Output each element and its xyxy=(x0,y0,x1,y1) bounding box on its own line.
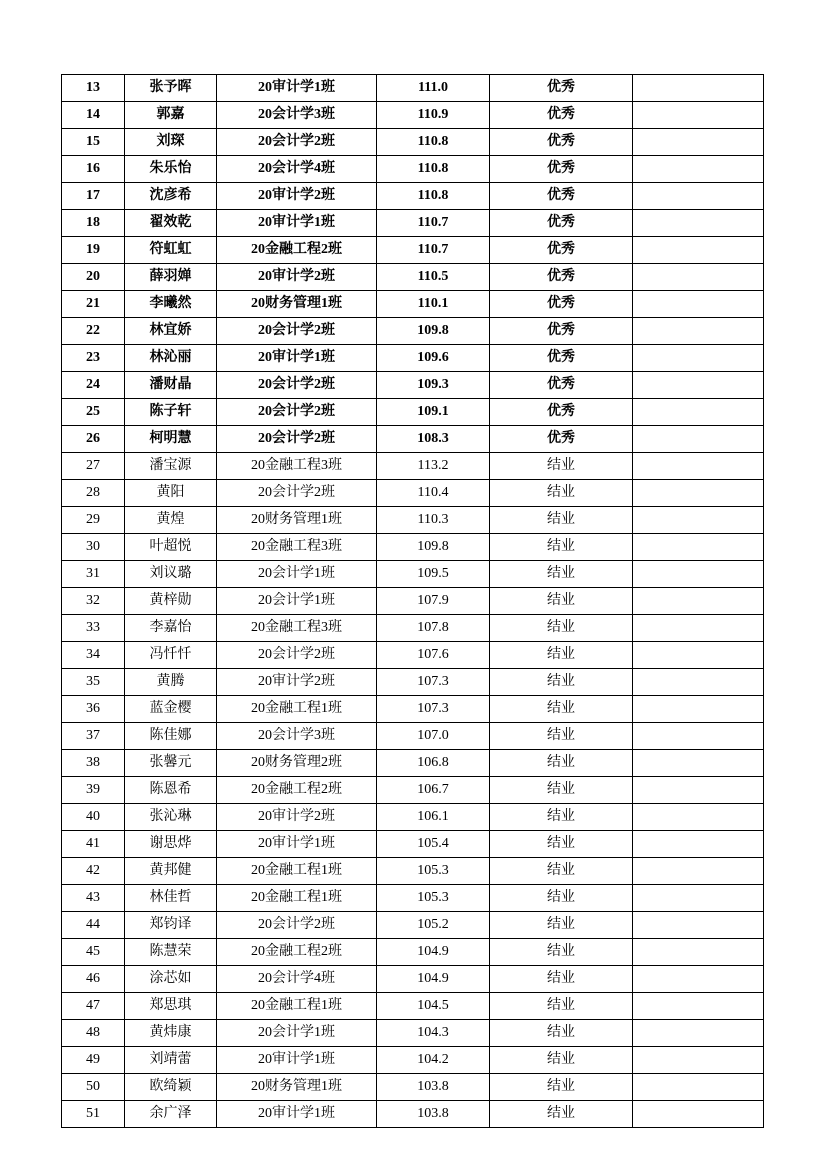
class-name-cell: 20财务管理2班 xyxy=(217,750,377,777)
table-row xyxy=(62,399,764,426)
class-name-cell: 20会计学4班 xyxy=(217,156,377,183)
score-cell: 106.1 xyxy=(377,804,490,831)
score-cell: 107.3 xyxy=(377,669,490,696)
table-row xyxy=(62,831,764,858)
class-name-cell: 20金融工程1班 xyxy=(217,885,377,912)
results-table xyxy=(61,74,764,1128)
row-number-cell: 20 xyxy=(62,264,125,291)
class-name-cell: 20会计学3班 xyxy=(217,723,377,750)
student-name-cell: 刘议璐 xyxy=(125,561,217,588)
student-name-cell: 林佳哲 xyxy=(125,885,217,912)
row-number-cell: 18 xyxy=(62,210,125,237)
score-cell: 109.8 xyxy=(377,318,490,345)
note-cell xyxy=(633,399,764,426)
table-row xyxy=(62,480,764,507)
result-cell: 结业 xyxy=(490,966,633,993)
class-name-cell: 20金融工程2班 xyxy=(217,939,377,966)
class-name-cell: 20金融工程2班 xyxy=(217,777,377,804)
student-name-cell: 谢思烨 xyxy=(125,831,217,858)
class-name-cell: 20会计学2班 xyxy=(217,912,377,939)
class-name-cell: 20审计学1班 xyxy=(217,831,377,858)
score-cell: 107.9 xyxy=(377,588,490,615)
table-row xyxy=(62,237,764,264)
class-name-cell: 20财务管理1班 xyxy=(217,291,377,318)
score-cell: 109.8 xyxy=(377,534,490,561)
student-name-cell: 刘琛 xyxy=(125,129,217,156)
note-cell xyxy=(633,291,764,318)
row-number-cell: 38 xyxy=(62,750,125,777)
result-cell: 结业 xyxy=(490,696,633,723)
table-row xyxy=(62,453,764,480)
result-cell: 优秀 xyxy=(490,399,633,426)
student-name-cell: 柯明慧 xyxy=(125,426,217,453)
class-name-cell: 20会计学2班 xyxy=(217,372,377,399)
row-number-cell: 16 xyxy=(62,156,125,183)
student-name-cell: 陈佳娜 xyxy=(125,723,217,750)
class-name-cell: 20审计学1班 xyxy=(217,345,377,372)
note-cell xyxy=(633,777,764,804)
table-row xyxy=(62,183,764,210)
score-cell: 109.5 xyxy=(377,561,490,588)
results-table-body xyxy=(62,75,764,1128)
table-row xyxy=(62,426,764,453)
note-cell xyxy=(633,858,764,885)
student-name-cell: 黄阳 xyxy=(125,480,217,507)
result-cell: 结业 xyxy=(490,750,633,777)
score-cell: 105.4 xyxy=(377,831,490,858)
class-name-cell: 20审计学1班 xyxy=(217,1101,377,1128)
class-name-cell: 20审计学2班 xyxy=(217,804,377,831)
score-cell: 103.8 xyxy=(377,1074,490,1101)
score-cell: 104.9 xyxy=(377,966,490,993)
student-name-cell: 陈慧荣 xyxy=(125,939,217,966)
row-number-cell: 28 xyxy=(62,480,125,507)
student-name-cell: 张予晖 xyxy=(125,75,217,102)
student-name-cell: 郑钧译 xyxy=(125,912,217,939)
table-row xyxy=(62,777,764,804)
result-cell: 结业 xyxy=(490,561,633,588)
score-cell: 113.2 xyxy=(377,453,490,480)
class-name-cell: 20审计学1班 xyxy=(217,75,377,102)
score-cell: 110.7 xyxy=(377,210,490,237)
note-cell xyxy=(633,453,764,480)
student-name-cell: 林沁丽 xyxy=(125,345,217,372)
result-cell: 优秀 xyxy=(490,129,633,156)
row-number-cell: 33 xyxy=(62,615,125,642)
table-row xyxy=(62,912,764,939)
table-row xyxy=(62,939,764,966)
note-cell xyxy=(633,696,764,723)
row-number-cell: 26 xyxy=(62,426,125,453)
row-number-cell: 29 xyxy=(62,507,125,534)
score-cell: 104.5 xyxy=(377,993,490,1020)
table-row xyxy=(62,1101,764,1128)
class-name-cell: 20会计学1班 xyxy=(217,588,377,615)
result-cell: 优秀 xyxy=(490,426,633,453)
row-number-cell: 51 xyxy=(62,1101,125,1128)
score-cell: 105.3 xyxy=(377,885,490,912)
note-cell xyxy=(633,669,764,696)
student-name-cell: 涂芯如 xyxy=(125,966,217,993)
row-number-cell: 25 xyxy=(62,399,125,426)
result-cell: 结业 xyxy=(490,615,633,642)
score-cell: 105.3 xyxy=(377,858,490,885)
table-row xyxy=(62,291,764,318)
note-cell xyxy=(633,480,764,507)
row-number-cell: 34 xyxy=(62,642,125,669)
result-cell: 结业 xyxy=(490,885,633,912)
score-cell: 110.4 xyxy=(377,480,490,507)
table-row xyxy=(62,75,764,102)
student-name-cell: 张馨元 xyxy=(125,750,217,777)
result-cell: 结业 xyxy=(490,480,633,507)
row-number-cell: 43 xyxy=(62,885,125,912)
row-number-cell: 19 xyxy=(62,237,125,264)
table-row xyxy=(62,1020,764,1047)
note-cell xyxy=(633,642,764,669)
result-cell: 结业 xyxy=(490,1074,633,1101)
score-cell: 111.0 xyxy=(377,75,490,102)
table-row xyxy=(62,858,764,885)
table-row xyxy=(62,1074,764,1101)
note-cell xyxy=(633,129,764,156)
class-name-cell: 20会计学2班 xyxy=(217,642,377,669)
row-number-cell: 35 xyxy=(62,669,125,696)
score-cell: 107.8 xyxy=(377,615,490,642)
student-name-cell: 冯忏忏 xyxy=(125,642,217,669)
score-cell: 110.1 xyxy=(377,291,490,318)
row-number-cell: 17 xyxy=(62,183,125,210)
score-cell: 104.3 xyxy=(377,1020,490,1047)
table-row xyxy=(62,750,764,777)
row-number-cell: 41 xyxy=(62,831,125,858)
result-cell: 优秀 xyxy=(490,183,633,210)
result-cell: 结业 xyxy=(490,912,633,939)
class-name-cell: 20审计学2班 xyxy=(217,669,377,696)
row-number-cell: 50 xyxy=(62,1074,125,1101)
table-row xyxy=(62,642,764,669)
class-name-cell: 20审计学1班 xyxy=(217,210,377,237)
note-cell xyxy=(633,1074,764,1101)
note-cell xyxy=(633,615,764,642)
note-cell xyxy=(633,831,764,858)
score-cell: 110.7 xyxy=(377,237,490,264)
row-number-cell: 27 xyxy=(62,453,125,480)
score-cell: 104.9 xyxy=(377,939,490,966)
result-cell: 结业 xyxy=(490,1047,633,1074)
table-row xyxy=(62,1047,764,1074)
note-cell xyxy=(633,1020,764,1047)
note-cell xyxy=(633,183,764,210)
score-cell: 110.8 xyxy=(377,156,490,183)
score-cell: 106.7 xyxy=(377,777,490,804)
table-row xyxy=(62,993,764,1020)
note-cell xyxy=(633,345,764,372)
note-cell xyxy=(633,210,764,237)
row-number-cell: 15 xyxy=(62,129,125,156)
score-cell: 107.0 xyxy=(377,723,490,750)
row-number-cell: 13 xyxy=(62,75,125,102)
student-name-cell: 郑思琪 xyxy=(125,993,217,1020)
student-name-cell: 张沁琳 xyxy=(125,804,217,831)
result-cell: 结业 xyxy=(490,534,633,561)
score-cell: 107.3 xyxy=(377,696,490,723)
class-name-cell: 20金融工程2班 xyxy=(217,237,377,264)
row-number-cell: 37 xyxy=(62,723,125,750)
student-name-cell: 薛羽婵 xyxy=(125,264,217,291)
table-row xyxy=(62,966,764,993)
class-name-cell: 20会计学3班 xyxy=(217,102,377,129)
table-row xyxy=(62,615,764,642)
class-name-cell: 20会计学2班 xyxy=(217,318,377,345)
note-cell xyxy=(633,156,764,183)
student-name-cell: 余广泽 xyxy=(125,1101,217,1128)
note-cell xyxy=(633,993,764,1020)
result-cell: 结业 xyxy=(490,831,633,858)
class-name-cell: 20财务管理1班 xyxy=(217,1074,377,1101)
note-cell xyxy=(633,102,764,129)
note-cell xyxy=(633,912,764,939)
row-number-cell: 22 xyxy=(62,318,125,345)
student-name-cell: 潘宝源 xyxy=(125,453,217,480)
class-name-cell: 20审计学2班 xyxy=(217,183,377,210)
class-name-cell: 20金融工程1班 xyxy=(217,696,377,723)
table-row xyxy=(62,264,764,291)
table-row xyxy=(62,372,764,399)
row-number-cell: 24 xyxy=(62,372,125,399)
score-cell: 110.8 xyxy=(377,183,490,210)
class-name-cell: 20财务管理1班 xyxy=(217,507,377,534)
note-cell xyxy=(633,264,764,291)
result-cell: 结业 xyxy=(490,507,633,534)
row-number-cell: 48 xyxy=(62,1020,125,1047)
class-name-cell: 20会计学1班 xyxy=(217,1020,377,1047)
student-name-cell: 蓝金樱 xyxy=(125,696,217,723)
row-number-cell: 40 xyxy=(62,804,125,831)
student-name-cell: 陈子轩 xyxy=(125,399,217,426)
table-row xyxy=(62,210,764,237)
student-name-cell: 欧绮颖 xyxy=(125,1074,217,1101)
result-cell: 结业 xyxy=(490,858,633,885)
score-cell: 110.3 xyxy=(377,507,490,534)
result-cell: 优秀 xyxy=(490,237,633,264)
note-cell xyxy=(633,885,764,912)
score-cell: 109.3 xyxy=(377,372,490,399)
score-cell: 109.6 xyxy=(377,345,490,372)
class-name-cell: 20审计学1班 xyxy=(217,1047,377,1074)
result-cell: 结业 xyxy=(490,669,633,696)
table-row xyxy=(62,723,764,750)
table-row xyxy=(62,507,764,534)
student-name-cell: 黄炜康 xyxy=(125,1020,217,1047)
class-name-cell: 20会计学2班 xyxy=(217,399,377,426)
student-name-cell: 黄腾 xyxy=(125,669,217,696)
student-name-cell: 林宜娇 xyxy=(125,318,217,345)
note-cell xyxy=(633,966,764,993)
row-number-cell: 42 xyxy=(62,858,125,885)
score-cell: 110.9 xyxy=(377,102,490,129)
result-cell: 结业 xyxy=(490,804,633,831)
table-row xyxy=(62,696,764,723)
student-name-cell: 刘靖蕾 xyxy=(125,1047,217,1074)
note-cell xyxy=(633,1047,764,1074)
result-cell: 结业 xyxy=(490,777,633,804)
student-name-cell: 朱乐怡 xyxy=(125,156,217,183)
result-cell: 结业 xyxy=(490,588,633,615)
table-row xyxy=(62,669,764,696)
note-cell xyxy=(633,939,764,966)
class-name-cell: 20金融工程3班 xyxy=(217,534,377,561)
result-cell: 优秀 xyxy=(490,372,633,399)
result-cell: 结业 xyxy=(490,642,633,669)
score-cell: 110.5 xyxy=(377,264,490,291)
note-cell xyxy=(633,588,764,615)
class-name-cell: 20会计学2班 xyxy=(217,426,377,453)
row-number-cell: 49 xyxy=(62,1047,125,1074)
score-cell: 108.3 xyxy=(377,426,490,453)
score-cell: 105.2 xyxy=(377,912,490,939)
student-name-cell: 符虹虹 xyxy=(125,237,217,264)
student-name-cell: 沈彦希 xyxy=(125,183,217,210)
note-cell xyxy=(633,750,764,777)
note-cell xyxy=(633,561,764,588)
note-cell xyxy=(633,237,764,264)
score-cell: 107.6 xyxy=(377,642,490,669)
result-cell: 结业 xyxy=(490,1101,633,1128)
row-number-cell: 47 xyxy=(62,993,125,1020)
result-cell: 优秀 xyxy=(490,318,633,345)
score-cell: 110.8 xyxy=(377,129,490,156)
student-name-cell: 陈恩希 xyxy=(125,777,217,804)
note-cell xyxy=(633,318,764,345)
score-cell: 109.1 xyxy=(377,399,490,426)
table-row xyxy=(62,156,764,183)
student-name-cell: 叶超悦 xyxy=(125,534,217,561)
result-cell: 结业 xyxy=(490,993,633,1020)
student-name-cell: 黄邦健 xyxy=(125,858,217,885)
class-name-cell: 20金融工程3班 xyxy=(217,615,377,642)
table-row xyxy=(62,588,764,615)
note-cell xyxy=(633,534,764,561)
student-name-cell: 黄煌 xyxy=(125,507,217,534)
class-name-cell: 20会计学1班 xyxy=(217,561,377,588)
table-row xyxy=(62,885,764,912)
class-name-cell: 20金融工程1班 xyxy=(217,858,377,885)
table-row xyxy=(62,534,764,561)
class-name-cell: 20会计学2班 xyxy=(217,129,377,156)
row-number-cell: 45 xyxy=(62,939,125,966)
score-cell: 106.8 xyxy=(377,750,490,777)
result-cell: 优秀 xyxy=(490,210,633,237)
note-cell xyxy=(633,507,764,534)
table-row xyxy=(62,318,764,345)
score-cell: 104.2 xyxy=(377,1047,490,1074)
class-name-cell: 20金融工程3班 xyxy=(217,453,377,480)
row-number-cell: 36 xyxy=(62,696,125,723)
row-number-cell: 31 xyxy=(62,561,125,588)
row-number-cell: 21 xyxy=(62,291,125,318)
class-name-cell: 20金融工程1班 xyxy=(217,993,377,1020)
class-name-cell: 20会计学2班 xyxy=(217,480,377,507)
table-row xyxy=(62,102,764,129)
note-cell xyxy=(633,75,764,102)
row-number-cell: 30 xyxy=(62,534,125,561)
result-cell: 优秀 xyxy=(490,264,633,291)
note-cell xyxy=(633,426,764,453)
class-name-cell: 20会计学4班 xyxy=(217,966,377,993)
note-cell xyxy=(633,1101,764,1128)
row-number-cell: 46 xyxy=(62,966,125,993)
row-number-cell: 44 xyxy=(62,912,125,939)
row-number-cell: 14 xyxy=(62,102,125,129)
table-row xyxy=(62,804,764,831)
class-name-cell: 20审计学2班 xyxy=(217,264,377,291)
score-cell: 103.8 xyxy=(377,1101,490,1128)
result-cell: 结业 xyxy=(490,939,633,966)
result-cell: 优秀 xyxy=(490,291,633,318)
student-name-cell: 李嘉怡 xyxy=(125,615,217,642)
student-name-cell: 黄梓勋 xyxy=(125,588,217,615)
row-number-cell: 39 xyxy=(62,777,125,804)
note-cell xyxy=(633,372,764,399)
table-row xyxy=(62,561,764,588)
table-row xyxy=(62,345,764,372)
result-cell: 结业 xyxy=(490,1020,633,1047)
note-cell xyxy=(633,804,764,831)
result-cell: 优秀 xyxy=(490,102,633,129)
student-name-cell: 潘财晶 xyxy=(125,372,217,399)
note-cell xyxy=(633,723,764,750)
result-cell: 优秀 xyxy=(490,75,633,102)
result-cell: 结业 xyxy=(490,453,633,480)
student-name-cell: 翟效乾 xyxy=(125,210,217,237)
row-number-cell: 32 xyxy=(62,588,125,615)
table-row xyxy=(62,129,764,156)
result-cell: 优秀 xyxy=(490,345,633,372)
result-cell: 结业 xyxy=(490,723,633,750)
result-cell: 优秀 xyxy=(490,156,633,183)
row-number-cell: 23 xyxy=(62,345,125,372)
student-name-cell: 郭嘉 xyxy=(125,102,217,129)
student-name-cell: 李曦然 xyxy=(125,291,217,318)
